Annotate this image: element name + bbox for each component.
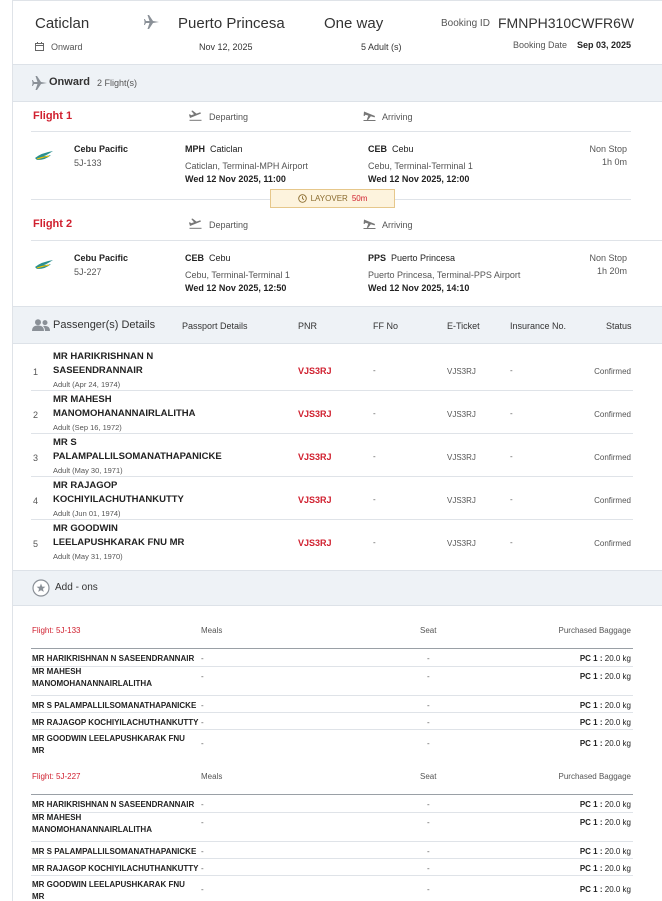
- addon-passenger-name: MR S PALAMPALLILSOMANATHAPANICKE: [32, 701, 197, 710]
- airport-code: CEB: [185, 253, 205, 263]
- flight-count: 2 Flight(s): [97, 78, 138, 88]
- airport-code: PPS: [368, 253, 387, 263]
- addon-passenger-name: MR HARIKRISHNAN N SASEENDRANNAIR: [32, 654, 195, 663]
- layover-label: LAYOVER: [310, 194, 348, 203]
- passenger-header: [13, 306, 662, 344]
- addon-col-baggage: Purchased Baggage: [558, 772, 631, 781]
- layover-duration: 50m: [351, 194, 368, 203]
- addon-seat-value: -: [427, 847, 430, 856]
- duration: 1h 20m: [596, 266, 627, 276]
- addon-seat-value: -: [427, 654, 430, 663]
- divider: [31, 812, 633, 813]
- eticket-value: VJS3RJ: [447, 410, 476, 419]
- addon-baggage-value: [580, 672, 631, 681]
- arrival-time: Wed 12 Nov 2025, 12:00: [368, 174, 470, 184]
- divider: [31, 712, 633, 713]
- departure-airport: [185, 253, 231, 263]
- baggage-weight: 20.0 kg: [604, 800, 631, 809]
- star-icon[interactable]: [32, 579, 50, 597]
- addon-passenger-name: MR GOODWIN LEELAPUSHKARAK FNU: [32, 880, 185, 889]
- arrival-airport: [368, 253, 455, 263]
- departing-label: Departing: [209, 112, 249, 122]
- insurance-value: -: [510, 366, 513, 375]
- arrival-terminal: Cebu, Terminal-Terminal 1: [368, 161, 473, 171]
- airport-city: Cebu: [209, 253, 231, 263]
- addon-passenger-name: MR HARIKRISHNAN N SASEENDRANNAIR: [32, 800, 195, 809]
- baggage-piece-label: PC 1 :: [579, 701, 603, 710]
- addon-meal-value: -: [201, 847, 204, 856]
- plane-icon: [32, 76, 48, 90]
- status-value: Confirmed: [594, 496, 631, 505]
- divider: [31, 858, 633, 859]
- airport-city: Caticlan: [210, 144, 243, 154]
- flight-title: Flight 2: [33, 218, 73, 230]
- status-value: Confirmed: [594, 453, 631, 462]
- airline-logo-icon: [35, 151, 53, 161]
- flight-number: 5J-227: [74, 267, 102, 277]
- onward-band: [13, 64, 662, 102]
- addon-meal-value: -: [201, 654, 204, 663]
- airline-name: Cebu Pacific: [74, 253, 129, 263]
- addon-baggage-value: [580, 654, 631, 663]
- divider: [31, 433, 633, 434]
- trip-direction: Onward: [51, 42, 83, 52]
- divider: [31, 199, 271, 200]
- col-insurance: Insurance No.: [510, 321, 567, 331]
- ff-value: -: [373, 495, 376, 504]
- addon-baggage-value: [580, 739, 631, 748]
- addon-passenger-name-line2: MR: [32, 892, 45, 901]
- addon-col-baggage: Purchased Baggage: [558, 626, 631, 635]
- addon-col-seat: Seat: [420, 626, 437, 635]
- departure-time: Wed 12 Nov 2025, 11:00: [185, 174, 286, 184]
- addon-passenger-name: MR RAJAGOP KOCHIYILACHUTHANKUTTY: [32, 864, 199, 873]
- baggage-weight: 20.0 kg: [604, 672, 631, 681]
- addon-meal-value: -: [201, 864, 204, 873]
- addon-baggage-value: [580, 847, 631, 856]
- arrival-terminal: Puerto Princesa, Terminal-PPS Airport: [368, 270, 521, 280]
- baggage-weight: 20.0 kg: [604, 885, 631, 894]
- passenger-name-line2: PALAMPALLILSOMANATHAPANICKE: [53, 451, 222, 462]
- stops: Non Stop: [589, 253, 627, 263]
- baggage-piece-label: PC 1 :: [579, 800, 603, 809]
- destination-city: Puerto Princesa: [178, 15, 285, 32]
- divider: [31, 729, 633, 730]
- ff-value: -: [373, 366, 376, 375]
- addon-passenger-name: MR MAHESH: [32, 667, 82, 676]
- baggage-piece-label: PC 1 :: [579, 672, 603, 681]
- divider: [31, 648, 633, 649]
- addon-baggage-value: [580, 718, 631, 727]
- baggage-weight: 20.0 kg: [604, 739, 631, 748]
- pnr-value: VJS3RJ: [298, 495, 332, 505]
- plane-icon: [144, 15, 160, 29]
- addon-seat-value: -: [427, 864, 430, 873]
- ff-value: -: [373, 452, 376, 461]
- insurance-value: -: [510, 538, 513, 547]
- col-passport: Passport Details: [182, 321, 248, 331]
- baggage-weight: 20.0 kg: [604, 818, 631, 827]
- eticket-value: VJS3RJ: [447, 367, 476, 376]
- landing-icon: [363, 110, 376, 121]
- arriving-label: Arriving: [382, 112, 413, 122]
- addon-seat-value: -: [427, 739, 430, 748]
- clock-icon: [298, 194, 307, 203]
- onward-title: Onward: [49, 76, 90, 88]
- addon-meal-value: -: [201, 800, 204, 809]
- airport-city: Puerto Princesa: [391, 253, 456, 263]
- divider: [31, 476, 633, 477]
- passenger-type-dob: Adult (Sep 16, 1972): [53, 423, 122, 432]
- passenger-name-line1: MR GOODWIN: [53, 523, 118, 534]
- addon-passenger-name: MR S PALAMPALLILSOMANATHAPANICKE: [32, 847, 197, 856]
- passenger-section-title: Passenger(s) Details: [53, 319, 156, 331]
- travel-date: Nov 12, 2025: [199, 42, 253, 52]
- divider: [31, 875, 633, 876]
- status-value: Confirmed: [594, 410, 631, 419]
- divider: [31, 131, 631, 132]
- passenger-count: 5 Adult (s): [361, 42, 402, 52]
- booking-date: Sep 03, 2025: [577, 40, 632, 50]
- arrival-airport: [368, 144, 414, 154]
- row-index: 1: [33, 367, 39, 377]
- insurance-value: -: [510, 495, 513, 504]
- insurance-value: -: [510, 452, 513, 461]
- baggage-piece-label: PC 1 :: [579, 654, 603, 663]
- addons-header: [13, 570, 662, 606]
- addon-seat-value: -: [427, 885, 430, 894]
- addons-title: Add - ons: [55, 582, 98, 593]
- pnr-value: VJS3RJ: [298, 366, 332, 376]
- baggage-piece-label: PC 1 :: [579, 847, 603, 856]
- eticket-value: VJS3RJ: [447, 496, 476, 505]
- col-eticket: E-Ticket: [447, 321, 480, 331]
- baggage-weight: 20.0 kg: [604, 864, 631, 873]
- airport-code: MPH: [185, 144, 205, 154]
- addon-seat-value: -: [427, 818, 430, 827]
- row-index: 5: [33, 539, 39, 549]
- addon-passenger-name: MR MAHESH: [32, 813, 82, 822]
- ff-value: -: [373, 409, 376, 418]
- departure-time: Wed 12 Nov 2025, 12:50: [185, 283, 287, 293]
- departure-terminal: Cebu, Terminal-Terminal 1: [185, 270, 290, 280]
- addon-baggage-value: [580, 701, 631, 710]
- divider: [31, 794, 633, 795]
- divider: [395, 199, 631, 200]
- addon-flight-label: Flight: 5J-227: [32, 772, 81, 781]
- baggage-weight: 20.0 kg: [604, 718, 631, 727]
- passenger-type-dob: Adult (May 31, 1970): [53, 552, 123, 561]
- baggage-piece-label: PC 1 :: [579, 718, 603, 727]
- departure-terminal: Caticlan, Terminal-MPH Airport: [185, 161, 308, 171]
- passenger-name-line2: LEELAPUSHKARAK FNU MR: [53, 537, 185, 548]
- airline-logo-icon: [35, 260, 53, 270]
- departing-label: Departing: [209, 220, 249, 230]
- passenger-name-line1: MR RAJAGOP: [53, 480, 118, 491]
- addon-baggage-value: [580, 818, 631, 827]
- addon-flight-label: Flight: 5J-133: [32, 626, 81, 635]
- baggage-weight: 20.0 kg: [604, 654, 631, 663]
- addon-seat-value: -: [427, 800, 430, 809]
- flight-number: 5J-133: [74, 158, 102, 168]
- trip-type: One way: [324, 15, 384, 32]
- divider: [31, 695, 633, 696]
- col-ff-no: FF No: [373, 321, 399, 331]
- baggage-weight: 20.0 kg: [604, 701, 631, 710]
- origin-city: Caticlan: [35, 15, 90, 32]
- addon-passenger-name-line2: MANOMOHANANNAIRLALITHA: [32, 825, 152, 834]
- addon-baggage-value: [580, 885, 631, 894]
- booking-id-label: Booking ID: [441, 18, 490, 29]
- pnr-value: VJS3RJ: [298, 409, 332, 419]
- addon-meal-value: -: [201, 718, 204, 727]
- passenger-type-dob: Adult (May 30, 1971): [53, 466, 123, 475]
- addon-baggage-value: [580, 864, 631, 873]
- addon-seat-value: -: [427, 718, 430, 727]
- addon-col-meals: Meals: [201, 772, 223, 781]
- landing-icon: [363, 218, 376, 229]
- baggage-piece-label: PC 1 :: [579, 864, 603, 873]
- users-icon: [32, 319, 50, 331]
- addon-baggage-value: [580, 800, 631, 809]
- passenger-name-line2: SASEENDRANNAIR: [53, 365, 143, 376]
- takeoff-icon: [189, 218, 202, 229]
- duration: 1h 0m: [601, 157, 627, 167]
- stops: Non Stop: [589, 144, 627, 154]
- addon-meal-value: -: [201, 818, 204, 827]
- passenger-name-line1: MR HARIKRISHNAN N: [53, 351, 154, 362]
- addon-meal-value: -: [201, 739, 204, 748]
- airline-name: Cebu Pacific: [74, 144, 129, 154]
- arrival-time: Wed 12 Nov 2025, 14:10: [368, 283, 470, 293]
- baggage-piece-label: PC 1 :: [579, 739, 603, 748]
- booking-id: FMNPH310CWFR6W: [498, 15, 635, 31]
- addon-seat-value: -: [427, 701, 430, 710]
- pnr-value: VJS3RJ: [298, 538, 332, 548]
- insurance-value: -: [510, 409, 513, 418]
- takeoff-icon: [189, 110, 202, 121]
- layover-badge: [270, 189, 395, 208]
- addon-meal-value: -: [201, 885, 204, 894]
- row-index: 4: [33, 496, 39, 506]
- row-index: 3: [33, 453, 39, 463]
- eticket-value: VJS3RJ: [447, 539, 476, 548]
- baggage-piece-label: PC 1 :: [579, 818, 603, 827]
- addon-passenger-name: MR GOODWIN LEELAPUSHKARAK FNU: [32, 734, 185, 743]
- addon-col-meals: Meals: [201, 626, 223, 635]
- booking-details-panel: [12, 0, 662, 901]
- col-pnr: PNR: [298, 321, 318, 331]
- status-value: Confirmed: [594, 539, 631, 548]
- eticket-value: VJS3RJ: [447, 453, 476, 462]
- baggage-piece-label: PC 1 :: [579, 885, 603, 894]
- addon-passenger-name: MR RAJAGOP KOCHIYILACHUTHANKUTTY: [32, 718, 199, 727]
- addon-seat-value: -: [427, 672, 430, 681]
- addon-passenger-name-line2: MR: [32, 746, 45, 755]
- divider: [31, 519, 633, 520]
- divider: [31, 240, 662, 241]
- passenger-type-dob: Adult (Apr 24, 1974): [53, 380, 121, 389]
- addon-col-seat: Seat: [420, 772, 437, 781]
- addon-passenger-name-line2: MANOMOHANANNAIRLALITHA: [32, 679, 152, 688]
- baggage-weight: 20.0 kg: [604, 847, 631, 856]
- departure-airport: [185, 144, 243, 154]
- booking-date-label: Booking Date: [513, 40, 568, 50]
- passenger-name-line2: MANOMOHANANNAIRLALITHA: [53, 408, 196, 419]
- flight-title: Flight 1: [33, 110, 73, 122]
- ff-value: -: [373, 538, 376, 547]
- airport-code: CEB: [368, 144, 388, 154]
- airport-city: Cebu: [392, 144, 414, 154]
- status-value: Confirmed: [594, 367, 631, 376]
- passenger-name-line1: MR MAHESH: [53, 394, 112, 405]
- divider: [31, 390, 633, 391]
- addon-meal-value: -: [201, 672, 204, 681]
- passenger-name-line1: MR S: [53, 437, 77, 448]
- calendar-icon: [35, 42, 44, 51]
- passenger-type-dob: Adult (Jun 01, 1974): [53, 509, 121, 518]
- addon-meal-value: -: [201, 701, 204, 710]
- row-index: 2: [33, 410, 39, 420]
- arriving-label: Arriving: [382, 220, 413, 230]
- col-status: Status: [606, 321, 632, 331]
- divider: [31, 841, 633, 842]
- divider: [31, 666, 633, 667]
- passenger-name-line2: KOCHIYILACHUTHANKUTTY: [53, 494, 184, 505]
- pnr-value: VJS3RJ: [298, 452, 332, 462]
